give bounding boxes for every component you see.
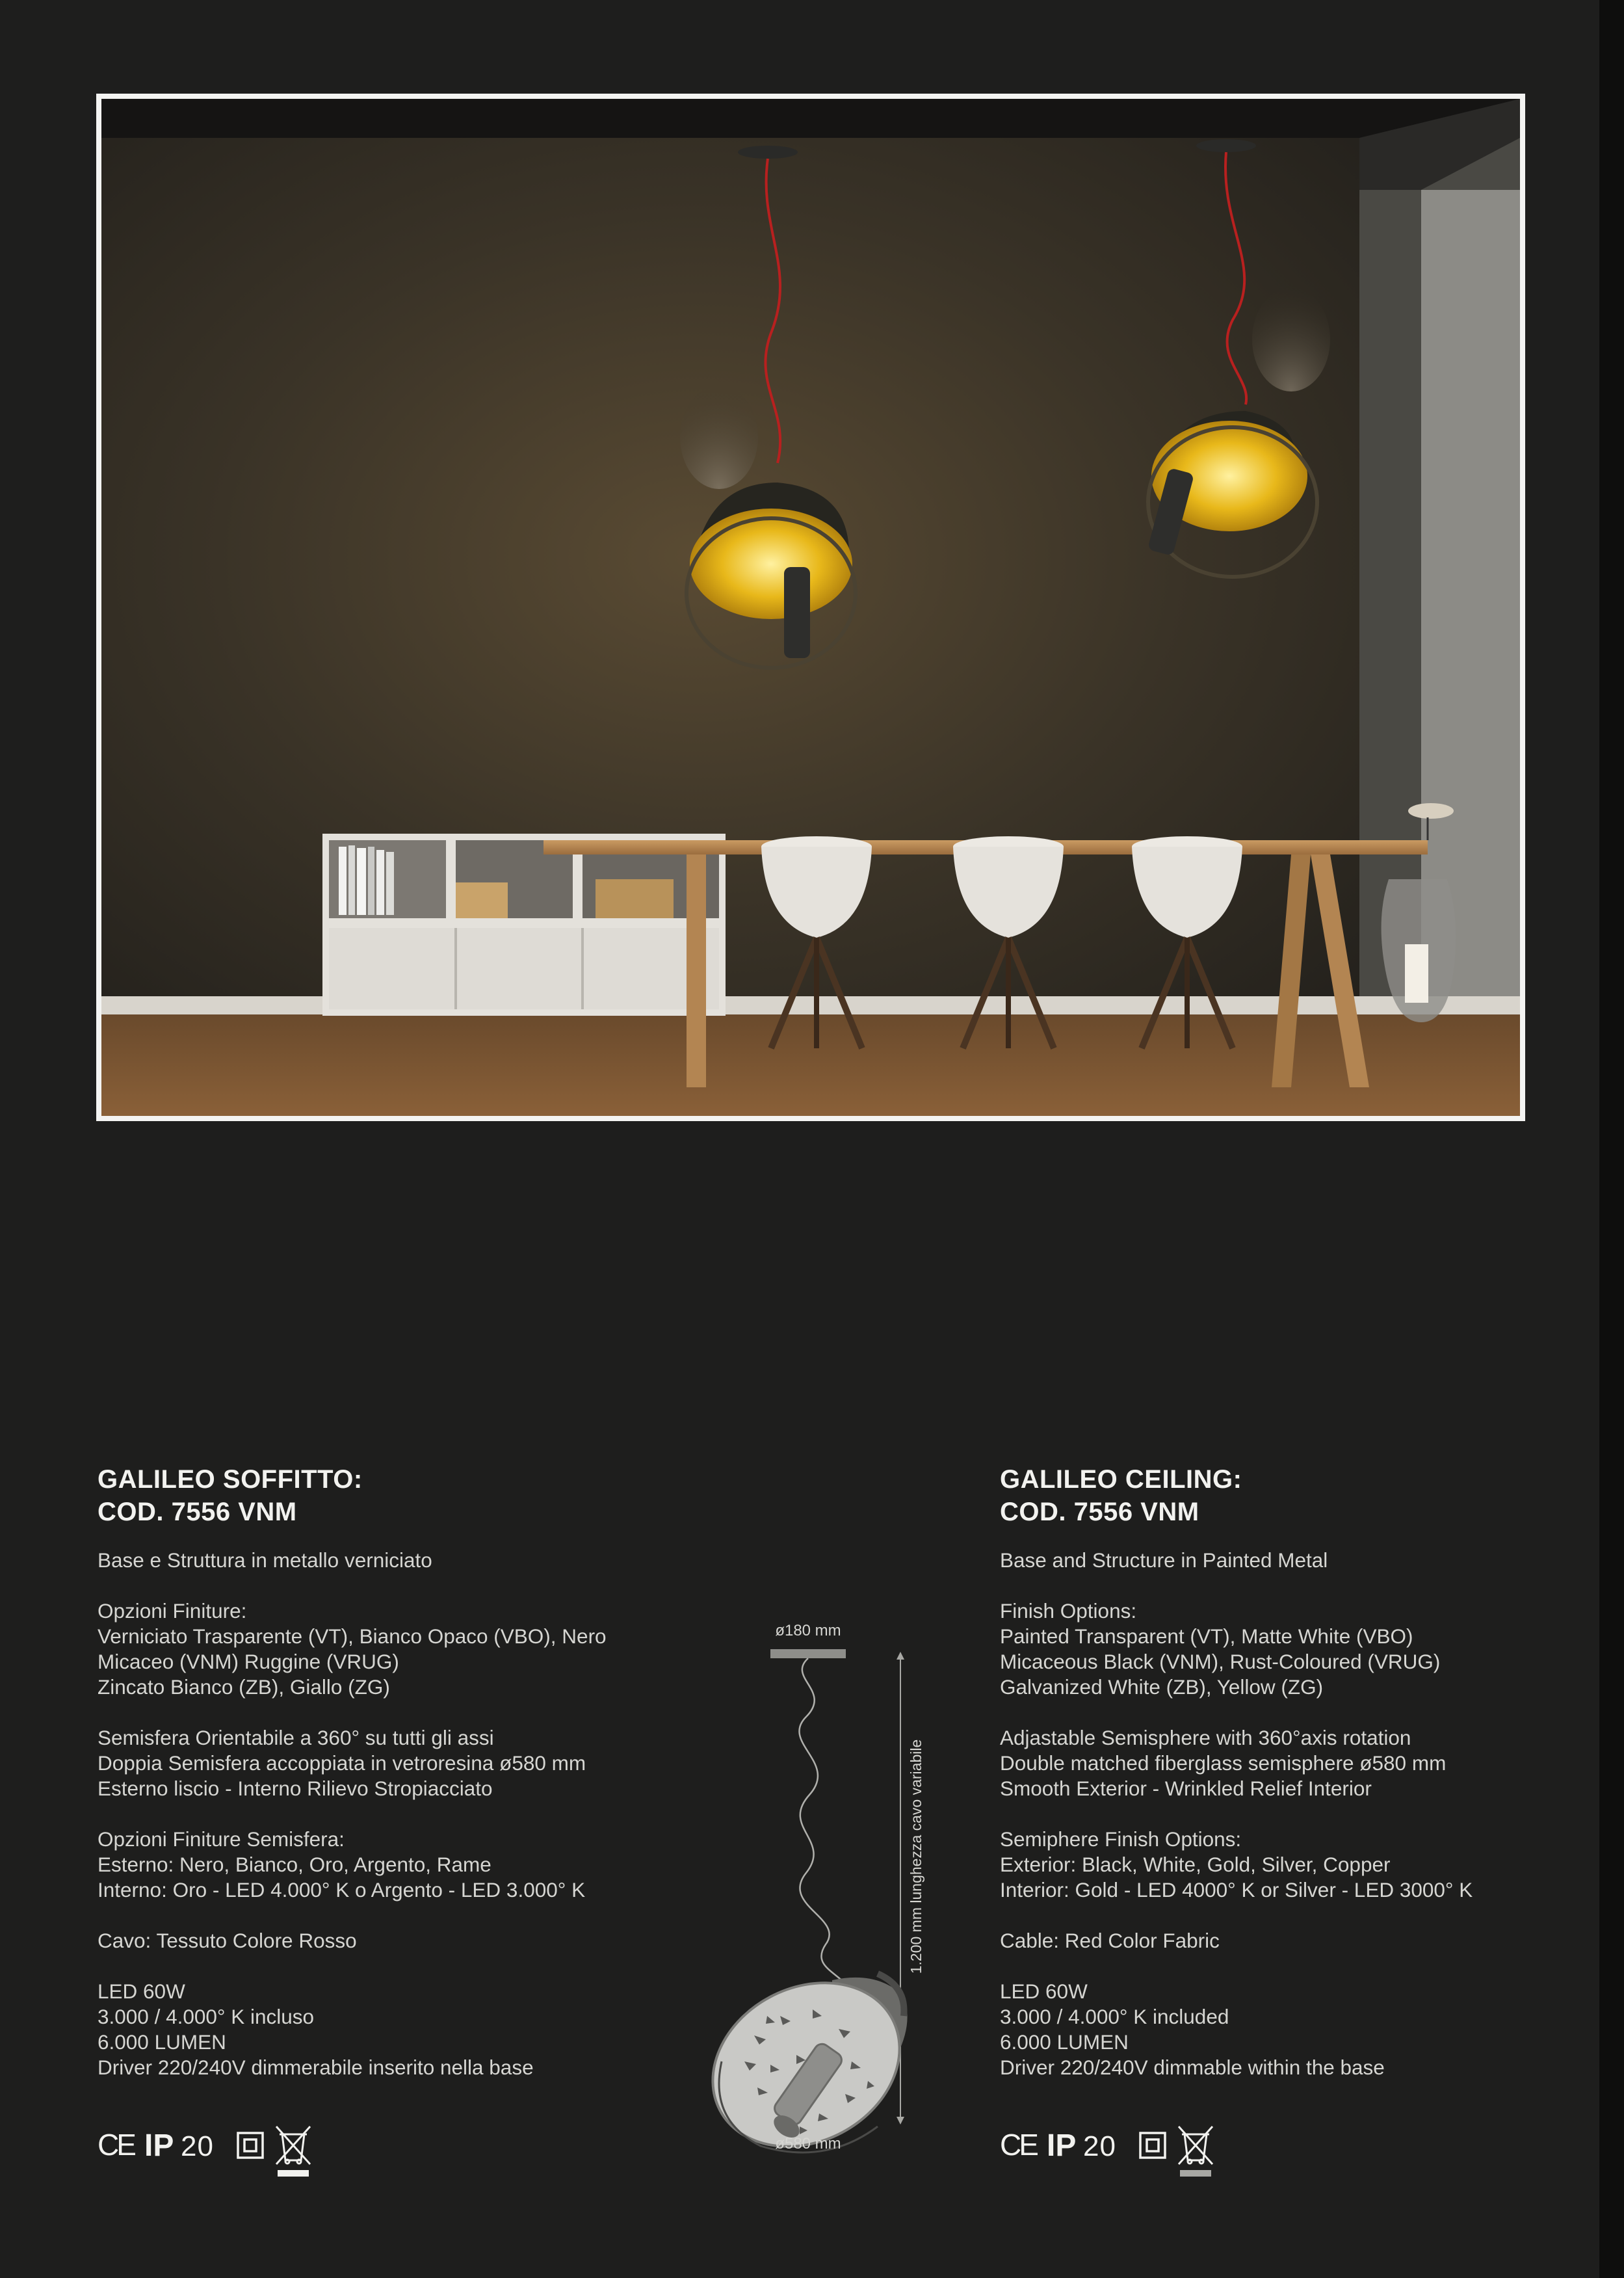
led-line: Driver 220/240V dimmable within the base <box>1000 2056 1385 2079</box>
led-line: 3.000 / 4.000° K incluso <box>98 2005 315 2028</box>
lamp-dimension-diagram <box>683 1606 956 2159</box>
semisphere-finish-heading: Opzioni Finiture Semisfera: <box>98 1827 345 1851</box>
led-paragraph <box>1000 1979 1624 2080</box>
led-line: LED 60W <box>98 1980 185 2003</box>
height-label: 1.200 mm lunghezza cavo variabile <box>908 1739 924 1974</box>
semisphere-finish-line: Interior: Gold - LED 4000° K or Silver - LED 3000° K <box>1000 1878 1473 1901</box>
lamp-head-drawing <box>684 1951 928 2159</box>
weee-bar <box>278 2170 309 2177</box>
title-line: GALILEO SOFFITTO: <box>98 1465 363 1494</box>
product-code: COD. 7556 VNM <box>1000 1498 1199 1526</box>
title-line: GALILEO CEILING: <box>1000 1465 1242 1494</box>
finish-line: Micaceo (VNM) Ruggine (VRUG) <box>98 1650 399 1673</box>
semisphere-finish-line: Esterno: Nero, Bianco, Oro, Argento, Rame <box>98 1853 491 1876</box>
finish-line: Galvanized White (ZB), Yellow (ZG) <box>1000 1675 1324 1699</box>
base-paragraph <box>98 1548 722 1573</box>
technical-drawing <box>683 1606 956 2159</box>
ip-prefix: IP <box>1047 2128 1077 2163</box>
led-line: 3.000 / 4.000° K included <box>1000 2005 1229 2028</box>
finish-options-paragraph <box>98 1598 722 1700</box>
certification-icons-english <box>1000 2121 1221 2180</box>
semisphere-line: Doppia Semisfera accoppiata in vetroresina ø580 mm <box>98 1751 586 1775</box>
cable-paragraph <box>1000 1928 1624 1954</box>
semisphere-finish-heading: Semiphere Finish Options: <box>1000 1827 1242 1851</box>
weee-crossed-bin-icon <box>1179 2126 1212 2164</box>
cable-text: Cavo: Tessuto Colore Rosso <box>98 1929 357 1952</box>
led-paragraph <box>98 1979 722 2080</box>
led-line: 6.000 LUMEN <box>1000 2030 1129 2054</box>
finish-line: Zincato Bianco (ZB), Giallo (ZG) <box>98 1675 390 1699</box>
semisphere-finish-paragraph <box>98 1827 722 1903</box>
spec-body-english <box>1000 1548 1624 2080</box>
semisphere-paragraph <box>98 1725 722 1801</box>
semisphere-finish-line: Interno: Oro - LED 4.000° K o Argento - LED 3.000° K <box>98 1878 586 1901</box>
base-text: Base e Struttura in metallo verniciato <box>98 1548 432 1572</box>
ip-number: 20 <box>181 2130 214 2162</box>
finish-heading: Opzioni Finiture: <box>98 1599 247 1622</box>
product-title-italian <box>98 1463 722 1528</box>
led-line: LED 60W <box>1000 1980 1088 2003</box>
product-title-english <box>1000 1463 1624 1528</box>
base-text: Base and Structure in Painted Metal <box>1000 1548 1328 1572</box>
ip-prefix: IP <box>144 2128 174 2163</box>
semisphere-line: Smooth Exterior - Wrinkled Relief Interior <box>1000 1777 1372 1800</box>
semisphere-line: Double matched fiberglass semisphere ø580 mm <box>1000 1751 1447 1775</box>
cable-text: Cable: Red Color Fabric <box>1000 1929 1220 1952</box>
ce-mark-icon: CE <box>1000 2128 1036 2162</box>
spec-body-italian <box>98 1548 722 2080</box>
semisphere-line: Esterno liscio - Interno Rilievo Stropiacciato <box>98 1777 493 1800</box>
ip-number: 20 <box>1083 2130 1116 2162</box>
ce-mark-icon: CE <box>98 2128 134 2162</box>
product-code: COD. 7556 VNM <box>98 1498 297 1526</box>
cable-paragraph <box>98 1928 722 1954</box>
certification-icons-italian <box>98 2121 319 2180</box>
class-ii-insulation-icon <box>1140 2133 1165 2158</box>
finish-options-paragraph <box>1000 1598 1624 1700</box>
room-photo <box>96 94 1525 1121</box>
semisphere-line: Semisfera Orientabile a 360° su tutti gli assi <box>98 1726 494 1749</box>
class-ii-insulation-icon <box>238 2133 263 2158</box>
finish-line: Painted Transparent (VT), Matte White (VBO) <box>1000 1624 1413 1648</box>
room-scene-illustration <box>101 99 1520 1116</box>
semisphere-finish-line: Exterior: Black, White, Gold, Silver, Copper <box>1000 1853 1391 1876</box>
finish-line: Micaceous Black (VNM), Rust-Coloured (VRUG) <box>1000 1650 1441 1673</box>
top-diameter-label: ø180 mm <box>775 1622 841 1639</box>
semisphere-finish-paragraph <box>1000 1827 1624 1903</box>
bottom-diameter-label: ø580 mm <box>775 2135 841 2152</box>
semisphere-paragraph <box>1000 1725 1624 1801</box>
base-paragraph <box>1000 1548 1624 1573</box>
finish-heading: Finish Options: <box>1000 1599 1137 1622</box>
spec-column-english <box>1000 1463 1624 2080</box>
semisphere-line: Adjastable Semisphere with 360°axis rotation <box>1000 1726 1411 1749</box>
spec-column-italian <box>98 1463 722 2080</box>
weee-crossed-bin-icon <box>276 2126 310 2164</box>
weee-bar <box>1180 2170 1211 2177</box>
led-line: 6.000 LUMEN <box>98 2030 226 2054</box>
led-line: Driver 220/240V dimmerabile inserito nella base <box>98 2056 534 2079</box>
finish-line: Verniciato Trasparente (VT), Bianco Opaco (VBO), Nero <box>98 1624 607 1648</box>
ceiling-canopy <box>770 1649 846 1658</box>
cable-drawing <box>799 1658 845 1983</box>
